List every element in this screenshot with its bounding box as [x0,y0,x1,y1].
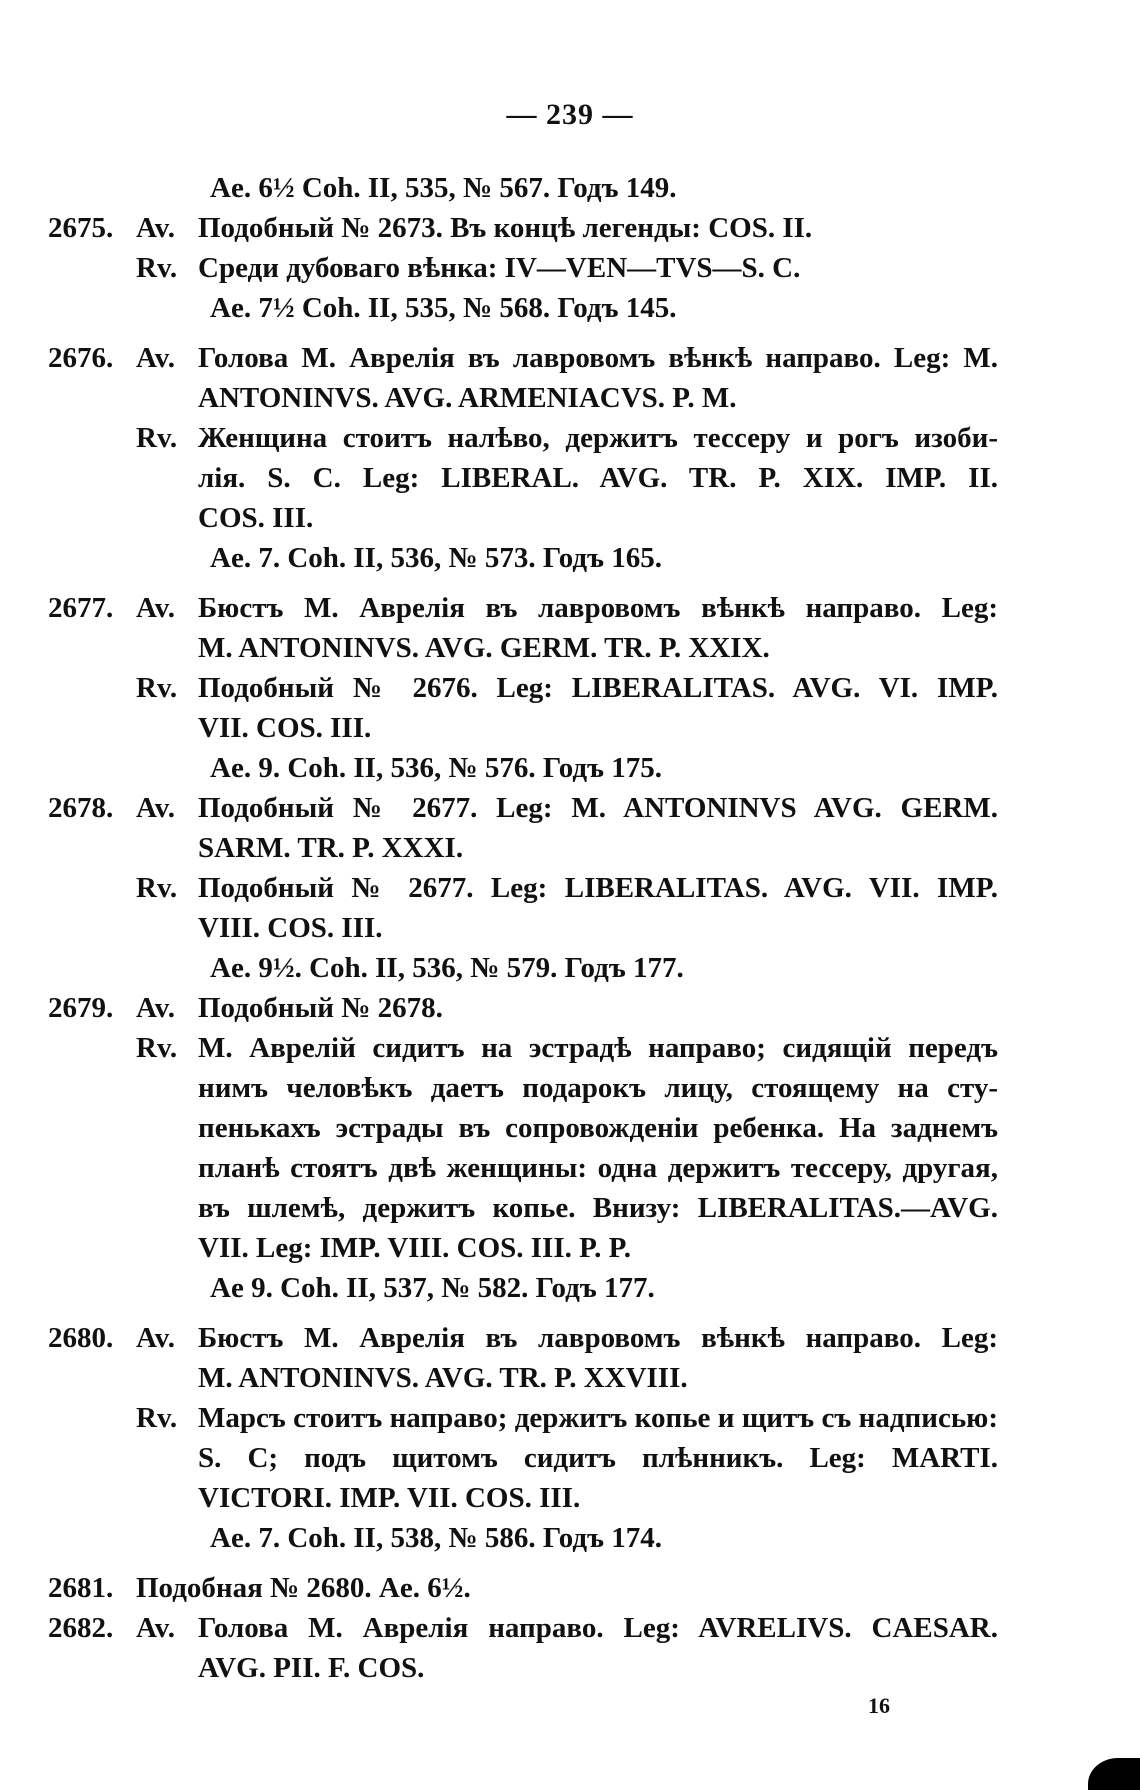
entry-line: въ шлемѣ, держитъ копье. Внизу: LIBERALITAS.—AVG. [198,1192,998,1224]
entry-line: Бюстъ М. Аврелія въ лавровомъ вѣнкѣ направо. Leg: [198,592,998,624]
entry-line: AVG. PII. F. COS. [198,1652,425,1684]
entry-line: Подобная № 2680. Ae. 6½. [136,1572,471,1604]
entry-line: Ae. 7. Coh. II, 536, № 573. Годъ 165. [210,542,662,574]
entry-line: Подобный № 2677. Leg: LIBERALITAS. AVG. VII. IMP. [198,872,998,904]
entry-line: SARM. TR. P. XXXI. [198,832,464,864]
entry-2678 [48,788,998,988]
entry-2677 [48,588,998,788]
entry-line: VII. Leg: IMP. VIII. COS. III. P. P. [198,1232,631,1264]
entry-continuation [48,168,998,208]
reverse-tag: Rv. [136,1402,178,1434]
entry-line: Подобный № 2677. Leg: M. ANTONINVS AVG. GERM. [198,792,998,824]
entry-number: 2681. [48,1572,114,1604]
entry-line: лія. S. C. Leg: LIBERAL. AVG. TR. P. XIX. IMP. II. [198,462,998,494]
entry-line: Подобный № 2676. Leg: LIBERALITAS. AVG. VI. IMP. [198,672,998,704]
ink-blot [1088,1758,1140,1790]
entry-line: Ae. 7. Coh. II, 538, № 586. Годъ 174. [210,1522,662,1554]
entry-number: 2677. [48,592,114,624]
entry-line: S. C; подъ щитомъ сидитъ плѣнникъ. Leg: MARTI. [198,1442,998,1474]
entry-number: 2676. [48,342,114,374]
reverse-tag: Rv. [136,1032,178,1064]
entry-line: Ae 9. Coh. II, 537, № 582. Годъ 177. [210,1272,655,1304]
entry-line: M. ANTONINVS. AVG. TR. P. XXVIII. [198,1362,688,1394]
entry-line: VICTORI. IMP. VII. COS. III. [198,1482,581,1514]
entry-line: планѣ стоятъ двѣ женщины: одна держитъ тессеру, другая, [198,1152,998,1184]
entry-2682 [48,1608,998,1688]
entry-line: Подобный № 2678. [198,992,443,1024]
entry-2681 [48,1568,998,1608]
entry-line: VII. COS. III. [198,712,372,744]
obverse-tag: Av. [136,212,175,244]
obverse-tag: Av. [136,992,175,1024]
reverse-tag: Rv. [136,672,178,704]
entry-line: Голова М. Аврелія въ лавровомъ вѣнкѣ направо. Leg: M. [198,342,998,374]
obverse-tag: Av. [136,1612,175,1644]
entry-line: Ae. 9. Coh. II, 536, № 576. Годъ 175. [210,752,662,784]
obverse-tag: Av. [136,1322,175,1354]
entry-line: Ae. 7½ Coh. II, 535, № 568. Годъ 145. [210,292,677,324]
reverse-tag: Rv. [136,422,178,454]
entry-number: 2679. [48,992,114,1024]
entry-line: ANTONINVS. AVG. ARMENIACVS. P. M. [198,382,737,414]
entry-line: Среди дубоваго вѣнка: IV—VEN—TVS—S. C. [198,252,801,284]
obverse-tag: Av. [136,342,175,374]
entry-line: VIII. COS. III. [198,912,383,944]
entry-number: 2678. [48,792,114,824]
obverse-tag: Av. [136,592,175,624]
entry-line: Женщина стоитъ налѣво, держитъ тессеру и рогъ изоби- [198,422,998,454]
entry-2680 [48,1318,998,1558]
entry-line: COS. III. [198,502,314,534]
entry-line: Ae. 9½. Coh. II, 536, № 579. Годъ 177. [210,952,684,984]
entry-2676 [48,338,998,578]
entry-2675 [48,208,998,328]
entry-line: Ae. 6½ Coh. II, 535, № 567. Годъ 149. [210,172,677,204]
entry-line: М. Аврелій сидитъ на эстрадѣ направо; сидящій передъ [198,1032,998,1064]
reverse-tag: Rv. [136,252,178,284]
entry-line: Подобный № 2673. Въ концѣ легенды: COS. II. [198,212,813,244]
entry-line: M. ANTONINVS. AVG. GERM. TR. P. XXIX. [198,632,770,664]
catalog-entries [48,168,998,1688]
signature-mark: 16 [868,1693,890,1718]
page-header: — 239 — [506,98,634,131]
entry-line: Бюстъ М. Аврелія въ лавровомъ вѣнкѣ направо. Leg: [198,1322,998,1354]
entry-number: 2682. [48,1612,114,1644]
entry-number: 2675. [48,212,114,244]
entry-line: пенькахъ эстрады въ сопровожденіи ребенка. На заднемъ [198,1112,998,1144]
entry-line: Марсъ стоитъ направо; держитъ копье и щитъ съ надписью: [198,1402,998,1434]
entry-line: нимъ человѣкъ даетъ подарокъ лицу, стоящему на сту- [198,1072,998,1104]
obverse-tag: Av. [136,792,175,824]
entry-number: 2680. [48,1322,114,1354]
reverse-tag: Rv. [136,872,178,904]
entry-2679 [48,988,998,1308]
entry-line: Голова М. Аврелія направо. Leg: AVRELIVS. CAESAR. [198,1612,998,1644]
